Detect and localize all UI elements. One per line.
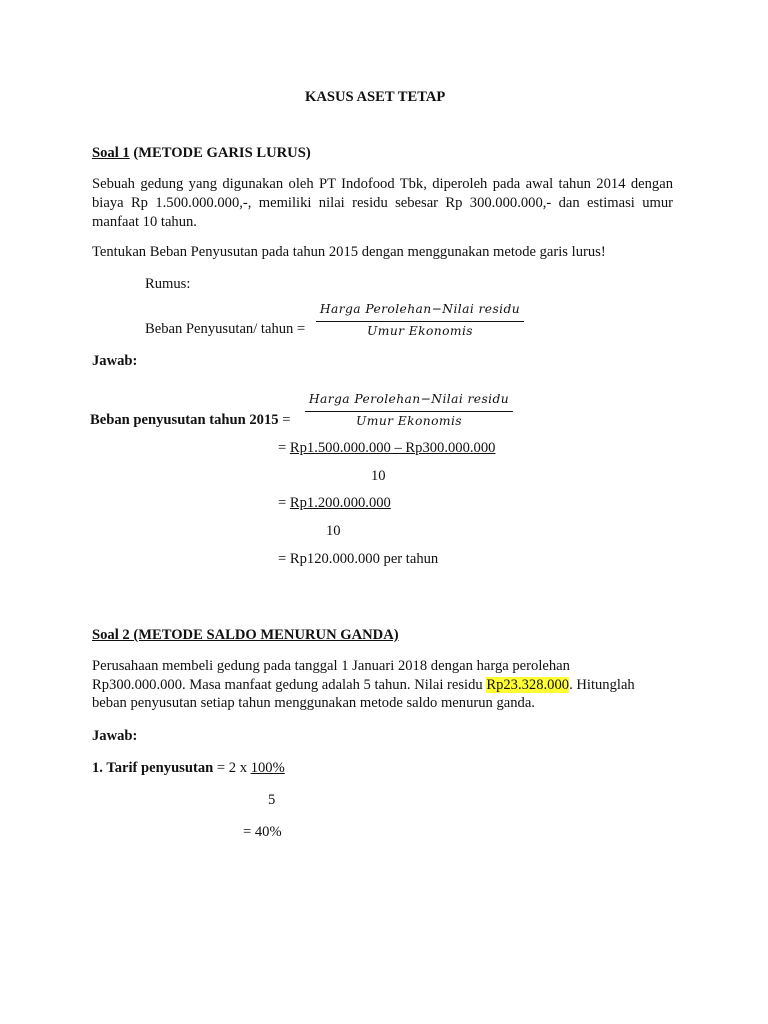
answer-numerator: Harga Perolehan−Nilai residu [308, 392, 510, 406]
calc-step-1-eq: = [278, 440, 290, 456]
soal2-line-1: Perusahaan membeli gedung pada tanggal 1 Januari 2018 dengan harga perolehan [92, 658, 570, 674]
fraction-bar [316, 321, 524, 322]
calc-step-2-denominator: 10 [326, 523, 341, 539]
rumus-label: Rumus: [145, 276, 191, 292]
answer-lhs-label: Beban penyusutan tahun 2015 [90, 412, 279, 428]
tarif-eq: = 2 x [213, 760, 251, 776]
tarif-item [92, 759, 285, 777]
document-title: KASUS ASET TETAP [305, 89, 446, 105]
formula-fraction [316, 302, 524, 342]
soal1-method: (METODE GARIS LURUS) [129, 145, 311, 161]
calc-step-2-eq: = [278, 495, 290, 511]
formula-numerator: Harga Perolehan−Nilai residu [319, 302, 521, 316]
soal2-heading: Soal 2 (METODE SALDO MENURUN GANDA) [92, 627, 399, 643]
calc-step-1 [278, 439, 495, 457]
answer-denominator: Umur Ekonomis [356, 414, 462, 428]
soal1-paragraph: Sebuah gedung yang digunakan oleh PT Indofood Tbk, diperoleh pada awal tahun 2014 dengan biaya Rp 1.500.000.000,-, memiliki nilai residu sebesar Rp 300.000.000,- dan estimasi umur manfaat 10 tahun. [92, 176, 673, 230]
calc-step-2-numerator: Rp1.200.000.000 [289, 495, 391, 511]
soal2-line-2-end: . Hitunglah [569, 677, 635, 693]
residual-value-highlight: Rp23.328.000 [486, 677, 570, 693]
soal2-line-2 [92, 676, 635, 694]
answer-lhs-eq: = [278, 412, 291, 428]
formula-denominator: Umur Ekonomis [367, 324, 473, 338]
tarif-result: = 40% [243, 824, 282, 840]
soal1-jawab: Jawab: [92, 353, 138, 369]
fraction-bar [305, 411, 513, 412]
calc-step-1-numerator: Rp1.500.000.000 – Rp300.000.000 [289, 440, 496, 456]
tarif-numerator: 100% [250, 760, 285, 776]
tarif-label: 1. Tarif penyusutan [92, 760, 214, 776]
calc-step-1-denominator: 10 [371, 468, 386, 484]
soal2-jawab: Jawab: [92, 728, 138, 744]
soal1-heading [92, 144, 311, 162]
soal2-line-3: beban penyusutan setiap tahun menggunakan metode saldo menurun ganda. [92, 695, 535, 711]
calc-result: = Rp120.000.000 per tahun [278, 551, 439, 567]
answer-lhs [90, 411, 290, 429]
calc-step-2 [278, 494, 391, 512]
soal1-question: Tentukan Beban Penyusutan pada tahun 2015 dengan menggunakan metode garis lurus! [92, 244, 606, 260]
answer-fraction [305, 392, 513, 432]
tarif-denominator: 5 [268, 792, 276, 808]
soal1-label: Soal 1 [92, 145, 130, 161]
formula-lhs: Beban Penyusutan/ tahun = [145, 321, 306, 337]
soal2-line-2-start: Rp300.000.000. Masa manfaat gedung adalah 5 tahun. Nilai residu [92, 677, 487, 693]
